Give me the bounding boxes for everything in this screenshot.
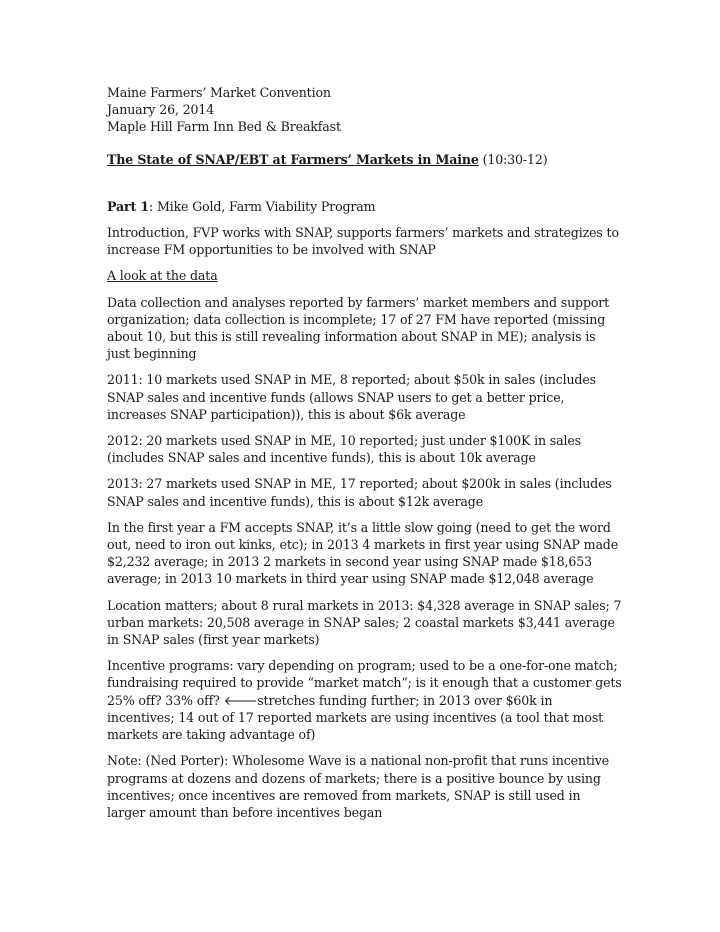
event-date: January 26, 2014 [107, 102, 215, 118]
note-paragraph: Note: (Ned Porter): Wholesome Wave is a national non-profit that runs incentive programs at dozens and dozens of markets; there is a positive bounce by using incentives; once incentives are removed from markets, SNAP is still used in larger amount than before incentives began [107, 753, 609, 820]
year-2013-paragraph: 2013: 27 markets used SNAP in ME, 17 reported; about $200k in sales (includes SNAP sales and incentive funds), this is about $12k average [107, 476, 612, 509]
first-year-paragraph: In the first year a FM accepts SNAP, it’s a little slow going (need to get the word out, need to iron out kinks, etc); in 2013 4 markets in first year using SNAP made $2,232 average; in 2013 2 markets in second year using SNAP made $18,653 average; in 2013 10 markets in third year using SNAP made $12,048 average [107, 519, 619, 587]
event-name: Maine Farmers’ Market Convention [107, 85, 331, 100]
part-speaker: : Mike Gold, Farm Viability Program [149, 198, 376, 214]
incentive-paragraph: Incentive programs: vary depending on program; used to be a one-for-one match; fundraising required to provide “market match”; is it enough that a customer gets 25% off? 33% off? 🡐stretches funding further; in 2013 over $60k in incentives; 14 out of 17 reported markets are using incentives (a tool that most markets are taking advantage of) [107, 658, 622, 743]
data-collection-paragraph: Data collection and analyses reported by farmers’ market members and support organization; data collection is incomplete; 17 of 27 FM have reported (missing about 10, but this is still revealing information about SNAP in ME); analysis is just beginning [107, 294, 610, 362]
part-label: Part 1 [107, 198, 149, 214]
document-page [107, 84, 622, 821]
session-title: The State of SNAP/EBT at Farmers’ Markets in Maine [107, 151, 479, 167]
event-venue: Maple Hill Farm Inn Bed & Breakfast [107, 119, 341, 135]
session-time: (10:30-12) [478, 151, 548, 167]
header-block [107, 84, 622, 136]
location-paragraph: Location matters; about 8 rural markets in 2013: $4,328 average in SNAP sales; 7 urban markets: 20,508 average in SNAP sales; 2 coastal markets $3,441 average in SNAP sales (first year markets) [107, 597, 622, 648]
part-heading [107, 198, 622, 215]
session-heading [107, 151, 622, 168]
data-section-heading: A look at the data [107, 268, 218, 284]
year-2011-paragraph: 2011: 10 markets used SNAP in ME, 8 reported; about $50k in sales (includes SNAP sales and incentive funds (allows SNAP users to get a better price, increases SNAP participation)), this is about $6k average [107, 372, 596, 422]
year-2012-paragraph: 2012: 20 markets used SNAP in ME, 10 reported; just under $100K in sales (includes SNAP sales and incentive funds), this is about 10k average [107, 433, 581, 466]
intro-paragraph: Introduction, FVP works with SNAP, supports farmers’ markets and strategizes to increase FM opportunities to be involved with SNAP [107, 225, 619, 258]
